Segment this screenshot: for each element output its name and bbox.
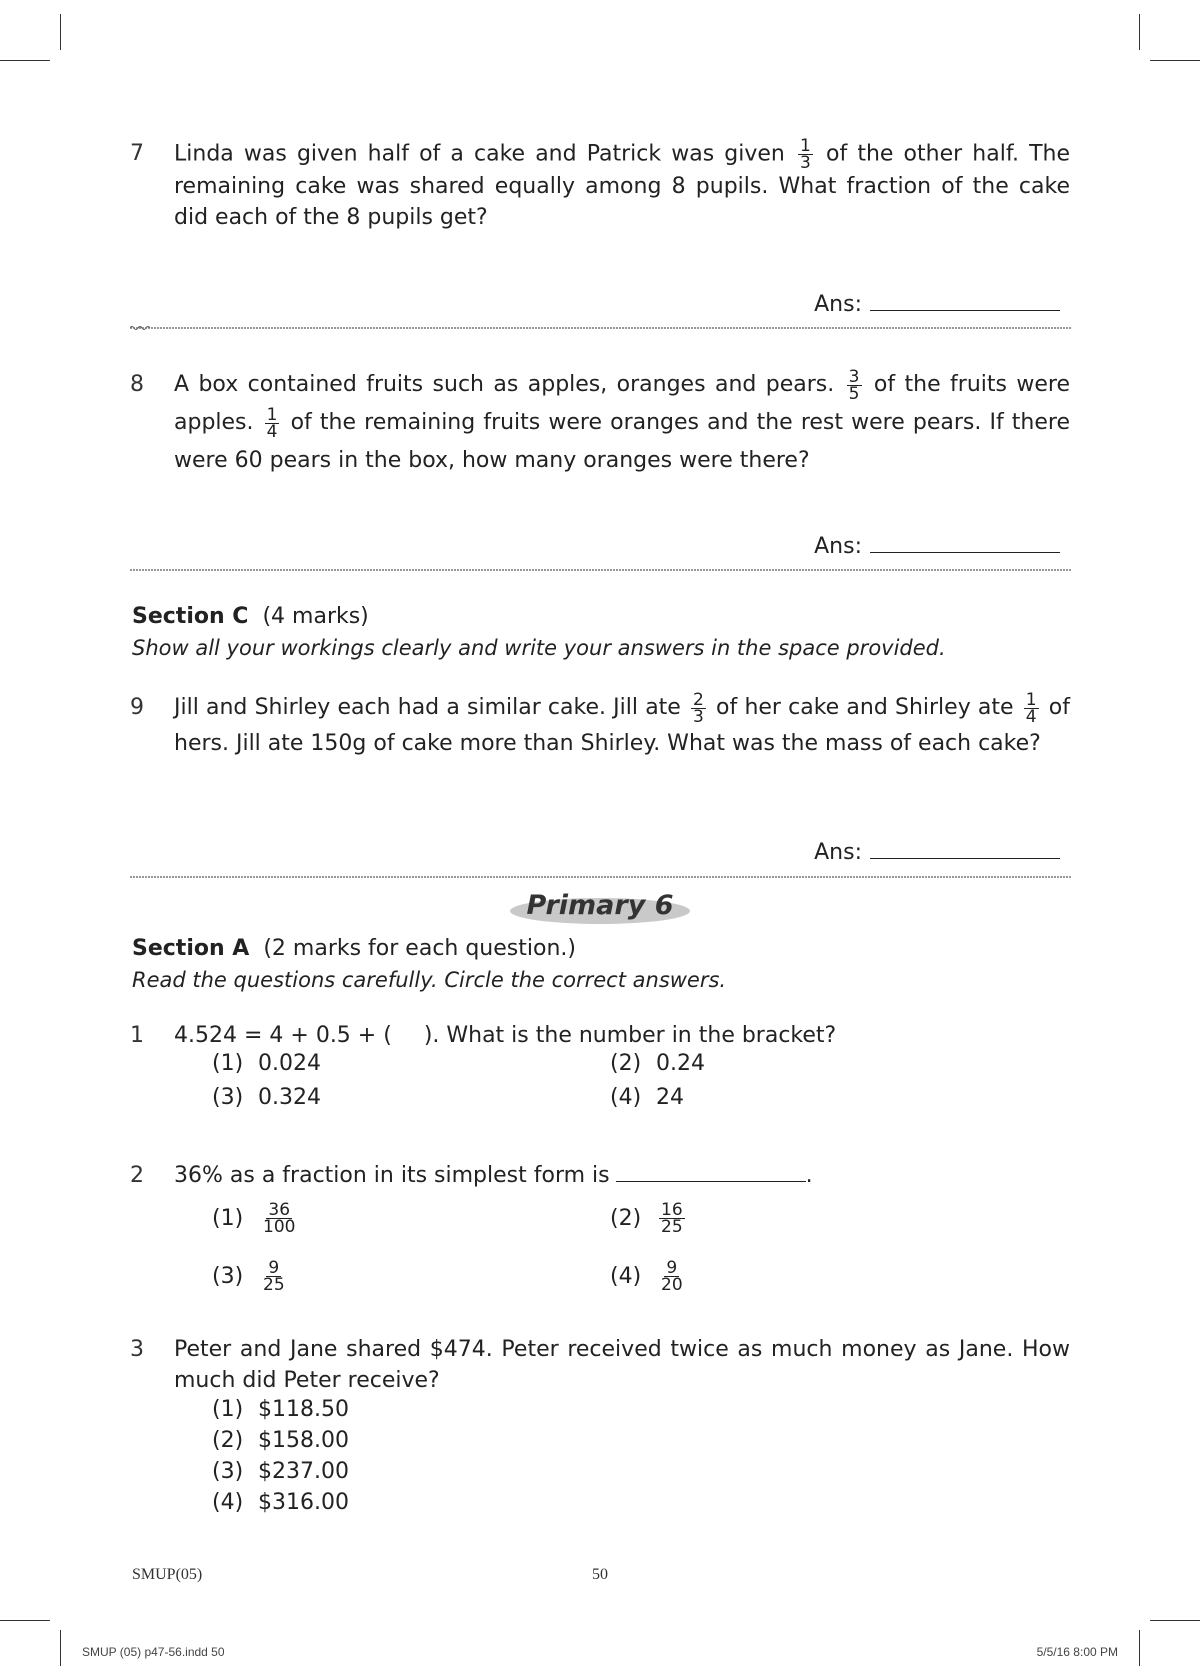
- crop-mark: [1150, 1620, 1200, 1621]
- question-text: 4.524 = 4 + 0.5 + (: [174, 1023, 392, 1048]
- question-text: of her cake and Shirley ate: [716, 695, 1014, 720]
- fraction: $\frac{1}{4}$: [1025, 689, 1037, 727]
- divider: [130, 567, 1072, 573]
- crop-mark: [1139, 1630, 1140, 1666]
- option[interactable]: (1) $\frac{36}{100}$: [212, 1200, 296, 1237]
- fraction: $\frac{9}{20}$: [661, 1258, 683, 1295]
- question-text: of the other half. The remaining cake was shared equally among 8 pupils. What fraction of the cake did each of the 8 pupils get?: [174, 141, 1071, 230]
- page-number: 50: [592, 1566, 608, 1583]
- question-text: A box contained fruits such as apples, oranges and pears.: [174, 372, 835, 397]
- question-text: Jill and Shirley each had a similar cake. Jill ate: [174, 695, 681, 720]
- question-number: 8: [130, 372, 144, 397]
- question-8: [130, 366, 1070, 480]
- fraction: $\frac{2}{3}$: [693, 689, 704, 727]
- option[interactable]: (3) $237.00: [212, 1459, 349, 1484]
- section-c-heading: Section C (4 marks): [132, 604, 369, 629]
- question-text: of hers. Jill ate 150g of cake more than Shirley. What was the mass of each cake?: [174, 695, 1070, 756]
- file-slug: SMUP (05) p47-56.indd 50: [82, 1645, 225, 1659]
- crop-mark: [60, 14, 61, 50]
- crop-mark: [1150, 60, 1200, 61]
- crop-mark: [60, 1630, 61, 1666]
- option[interactable]: (2) $\frac{16}{25}$: [610, 1200, 683, 1237]
- option[interactable]: (2) $158.00: [212, 1428, 349, 1453]
- answer-line: Ans:: [814, 292, 1060, 317]
- question-text: 36% as a fraction in its simplest form is: [174, 1163, 610, 1188]
- answer-blank: [616, 1180, 806, 1182]
- question-text: of the remaining fruits were oranges and the rest were pears. If there were 60 pears in the box, how many oranges were there?: [174, 410, 1071, 473]
- question-7: [130, 138, 1070, 233]
- fraction: $\frac{3}{5}$: [848, 366, 860, 404]
- book-code: SMUP(05): [132, 1566, 203, 1583]
- divider: [130, 325, 1072, 331]
- print-timestamp: 5/5/16 8:00 PM: [1036, 1645, 1118, 1659]
- crop-mark: [0, 1620, 50, 1621]
- option[interactable]: (3) $\frac{9}{25}$: [212, 1258, 285, 1295]
- fraction: $\frac{36}{100}$: [263, 1200, 296, 1237]
- question-number: 3: [130, 1337, 144, 1362]
- option[interactable]: (1) $118.50: [212, 1397, 349, 1422]
- option[interactable]: (4) $\frac{9}{20}$: [610, 1258, 683, 1295]
- option[interactable]: (1) 0.024: [212, 1051, 321, 1076]
- answer-line: Ans:: [814, 534, 1060, 559]
- option[interactable]: (3) 0.324: [212, 1085, 321, 1110]
- fraction: $\frac{1}{3}$: [800, 136, 811, 173]
- question-number: 7: [130, 141, 144, 166]
- level-banner: Primary 6: [510, 890, 690, 930]
- option[interactable]: (4) $316.00: [212, 1490, 349, 1515]
- option[interactable]: (4) 24: [610, 1085, 684, 1110]
- crop-mark: [0, 60, 50, 61]
- question-number: 9: [130, 695, 144, 720]
- section-a-heading: Section A (2 marks for each question.): [132, 936, 576, 961]
- fraction: $\frac{16}{25}$: [661, 1200, 683, 1237]
- question-text: of the fruits were apples.: [174, 372, 1071, 435]
- divider: [130, 874, 1072, 880]
- question-9: [130, 690, 1070, 762]
- fraction: $\frac{9}{25}$: [263, 1258, 285, 1295]
- option[interactable]: (2) 0.24: [610, 1051, 705, 1076]
- section-c-instruction: Show all your workings clearly and write your answers in the space provided.: [132, 636, 946, 660]
- question-text: Peter and Jane shared $474. Peter received twice as much money as Jane. How much did Peter receive?: [174, 1337, 1070, 1393]
- question-text: Linda was given half of a cake and Patrick was given: [174, 141, 785, 167]
- question-3: [130, 1334, 1070, 1396]
- question-1: [130, 1020, 1070, 1051]
- crop-mark: [1139, 14, 1140, 50]
- question-text: ). What is the number in the bracket?: [423, 1023, 837, 1048]
- question-number: 2: [130, 1163, 144, 1188]
- question-number: 1: [130, 1023, 144, 1048]
- fraction: $\frac{1}{4}$: [266, 404, 278, 442]
- question-2: 2 36% as a fraction in its simplest form is .: [130, 1160, 1070, 1191]
- answer-line: Ans:: [814, 840, 1060, 865]
- section-a-instruction: Read the questions carefully. Circle the correct answers.: [132, 968, 727, 992]
